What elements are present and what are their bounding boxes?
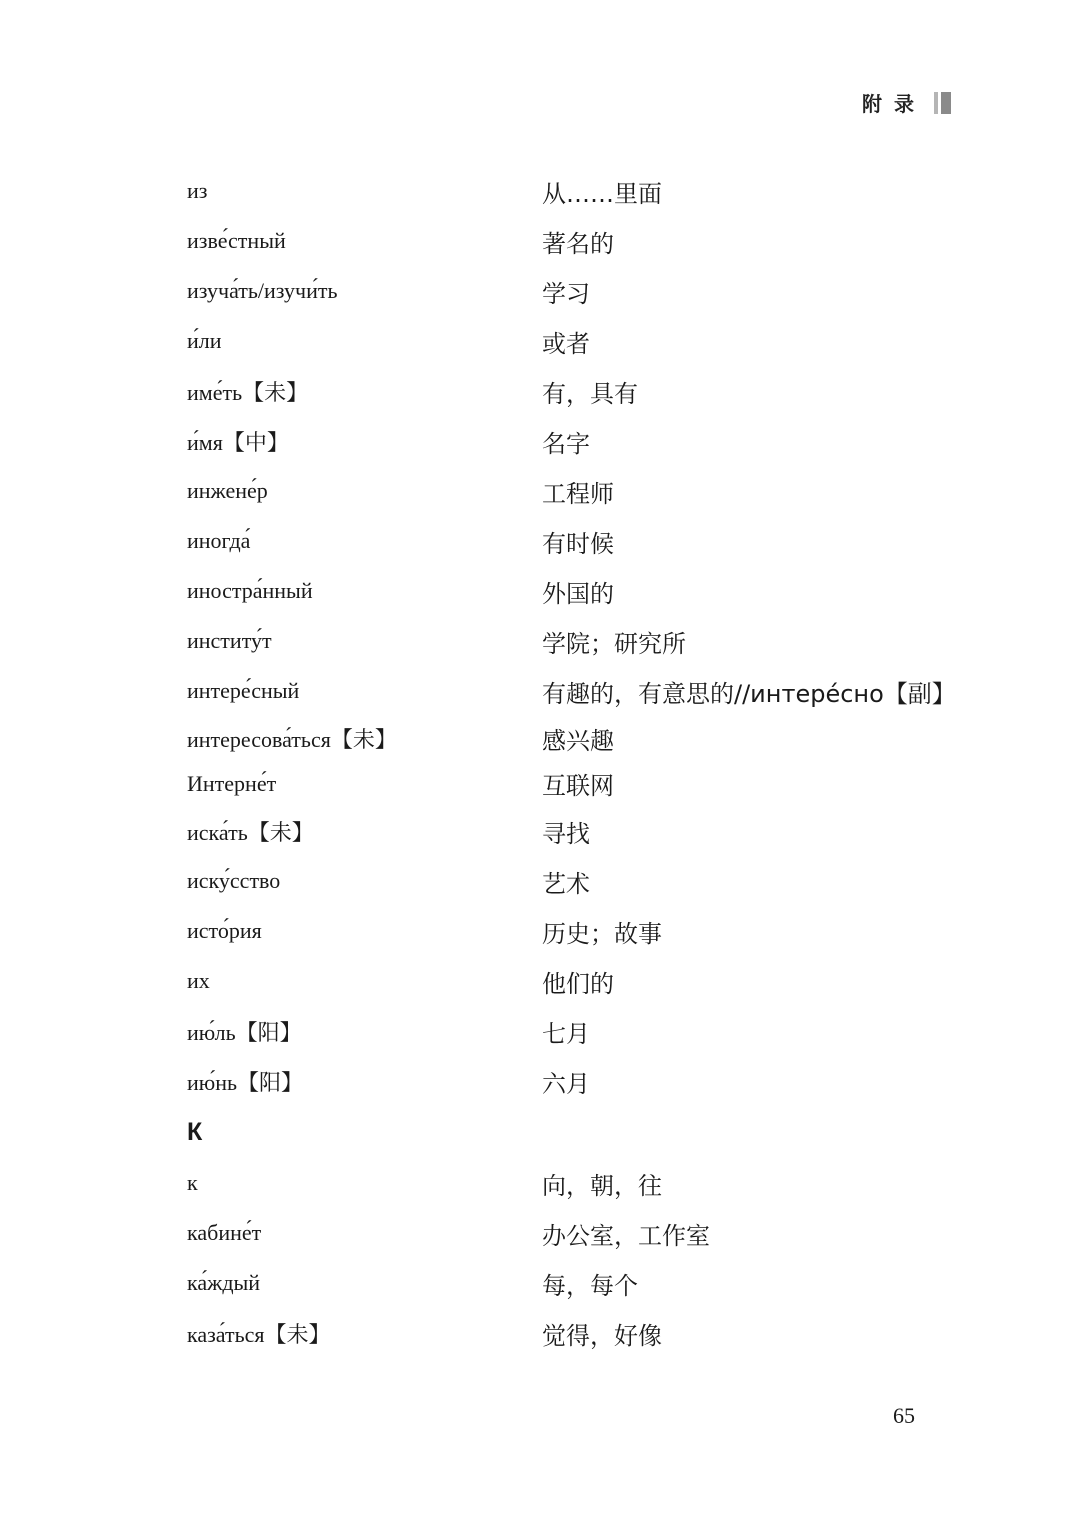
vocab-entry — [187, 316, 967, 366]
vocab-entry — [187, 266, 967, 316]
russian-word: интере́сный — [187, 678, 300, 703]
russian-word: ию́нь【阳】 — [187, 1069, 304, 1095]
header-title: 附录 — [862, 94, 926, 116]
chinese-meaning: 觉得，好像 — [542, 1321, 662, 1350]
russian-word: иску́сство — [187, 868, 281, 893]
chinese-meaning: 六月 — [542, 1069, 590, 1098]
russian-word: ка́ждый — [187, 1270, 261, 1295]
chinese-meaning: 工程师 — [542, 479, 614, 508]
vocab-entry — [187, 616, 967, 666]
russian-word: из — [187, 178, 208, 203]
chinese-meaning: 办公室，工作室 — [542, 1221, 710, 1250]
chinese-meaning: 历史；故事 — [542, 919, 662, 948]
vocab-entry — [187, 1258, 967, 1308]
vocab-entry — [187, 366, 967, 416]
chinese-meaning: 有趣的，有意思的//интере́сно【副】 — [542, 679, 956, 708]
vocab-entry — [187, 761, 967, 806]
russian-word: кабине́т — [187, 1220, 262, 1245]
vocab-entry — [187, 956, 967, 1006]
vocab-entry — [187, 216, 967, 266]
russian-word: изве́стный — [187, 228, 286, 253]
russian-word: име́ть【未】 — [187, 379, 309, 405]
vocab-entry — [187, 1006, 967, 1056]
russian-word: и́мя【中】 — [187, 429, 289, 455]
vocab-entry — [187, 856, 967, 906]
chinese-meaning: 七月 — [542, 1019, 590, 1048]
chinese-meaning: 互联网 — [542, 772, 614, 800]
vocab-entry — [187, 516, 967, 566]
vocab-entry — [187, 1308, 967, 1358]
chinese-meaning: 从……里面 — [542, 179, 662, 208]
chinese-meaning: 每，每个 — [542, 1271, 638, 1300]
vocab-entry — [187, 1208, 967, 1258]
vocabulary-list — [187, 166, 967, 1358]
chinese-meaning: 感兴趣 — [542, 727, 614, 755]
russian-word: Интерне́т — [187, 770, 277, 796]
page-number: 65 — [893, 1403, 915, 1428]
russian-word: их — [187, 968, 210, 993]
running-header — [862, 88, 951, 117]
chinese-meaning: 寻找 — [542, 819, 590, 848]
chinese-meaning: 他们的 — [542, 969, 614, 998]
chinese-meaning: 学习 — [542, 279, 590, 308]
chinese-meaning: 著名的 — [542, 229, 614, 258]
russian-word: исто́рия — [187, 918, 262, 943]
vocab-entry — [187, 906, 967, 956]
russian-word: к — [187, 1170, 198, 1195]
vocab-entry — [187, 166, 967, 216]
vocab-entry — [187, 806, 967, 856]
section-letter-heading: К — [187, 1117, 203, 1146]
russian-word: каза́ться【未】 — [187, 1321, 331, 1347]
vocab-entry — [187, 716, 967, 761]
chinese-meaning: 有时候 — [542, 529, 614, 558]
russian-word: интересова́ться【未】 — [187, 727, 397, 752]
vocab-entry — [187, 416, 967, 466]
header-bar-ornament — [934, 92, 951, 114]
russian-word: иногда́ — [187, 528, 251, 553]
russian-word: и́ли — [187, 328, 222, 353]
vocab-entry — [187, 566, 967, 616]
chinese-meaning: 名字 — [542, 429, 590, 458]
russian-word: иностра́нный — [187, 578, 313, 603]
vocab-entry — [187, 666, 967, 716]
vocab-entry — [187, 1056, 967, 1106]
chinese-meaning: 或者 — [542, 329, 590, 358]
vocab-entry — [187, 466, 967, 516]
chinese-meaning: 艺术 — [542, 869, 590, 898]
chinese-meaning: 学院；研究所 — [542, 629, 686, 658]
vocab-entry — [187, 1158, 967, 1208]
russian-word: ию́ль【阳】 — [187, 1019, 302, 1045]
russian-word: инжене́р — [187, 478, 268, 503]
chinese-meaning: 有，具有 — [542, 379, 638, 408]
chinese-meaning: 向，朝，往 — [542, 1171, 662, 1200]
russian-word: институ́т — [187, 628, 272, 653]
russian-word: изуча́ть/изучи́ть — [187, 278, 338, 303]
russian-word: иска́ть【未】 — [187, 819, 314, 845]
chinese-meaning: 外国的 — [542, 579, 614, 608]
